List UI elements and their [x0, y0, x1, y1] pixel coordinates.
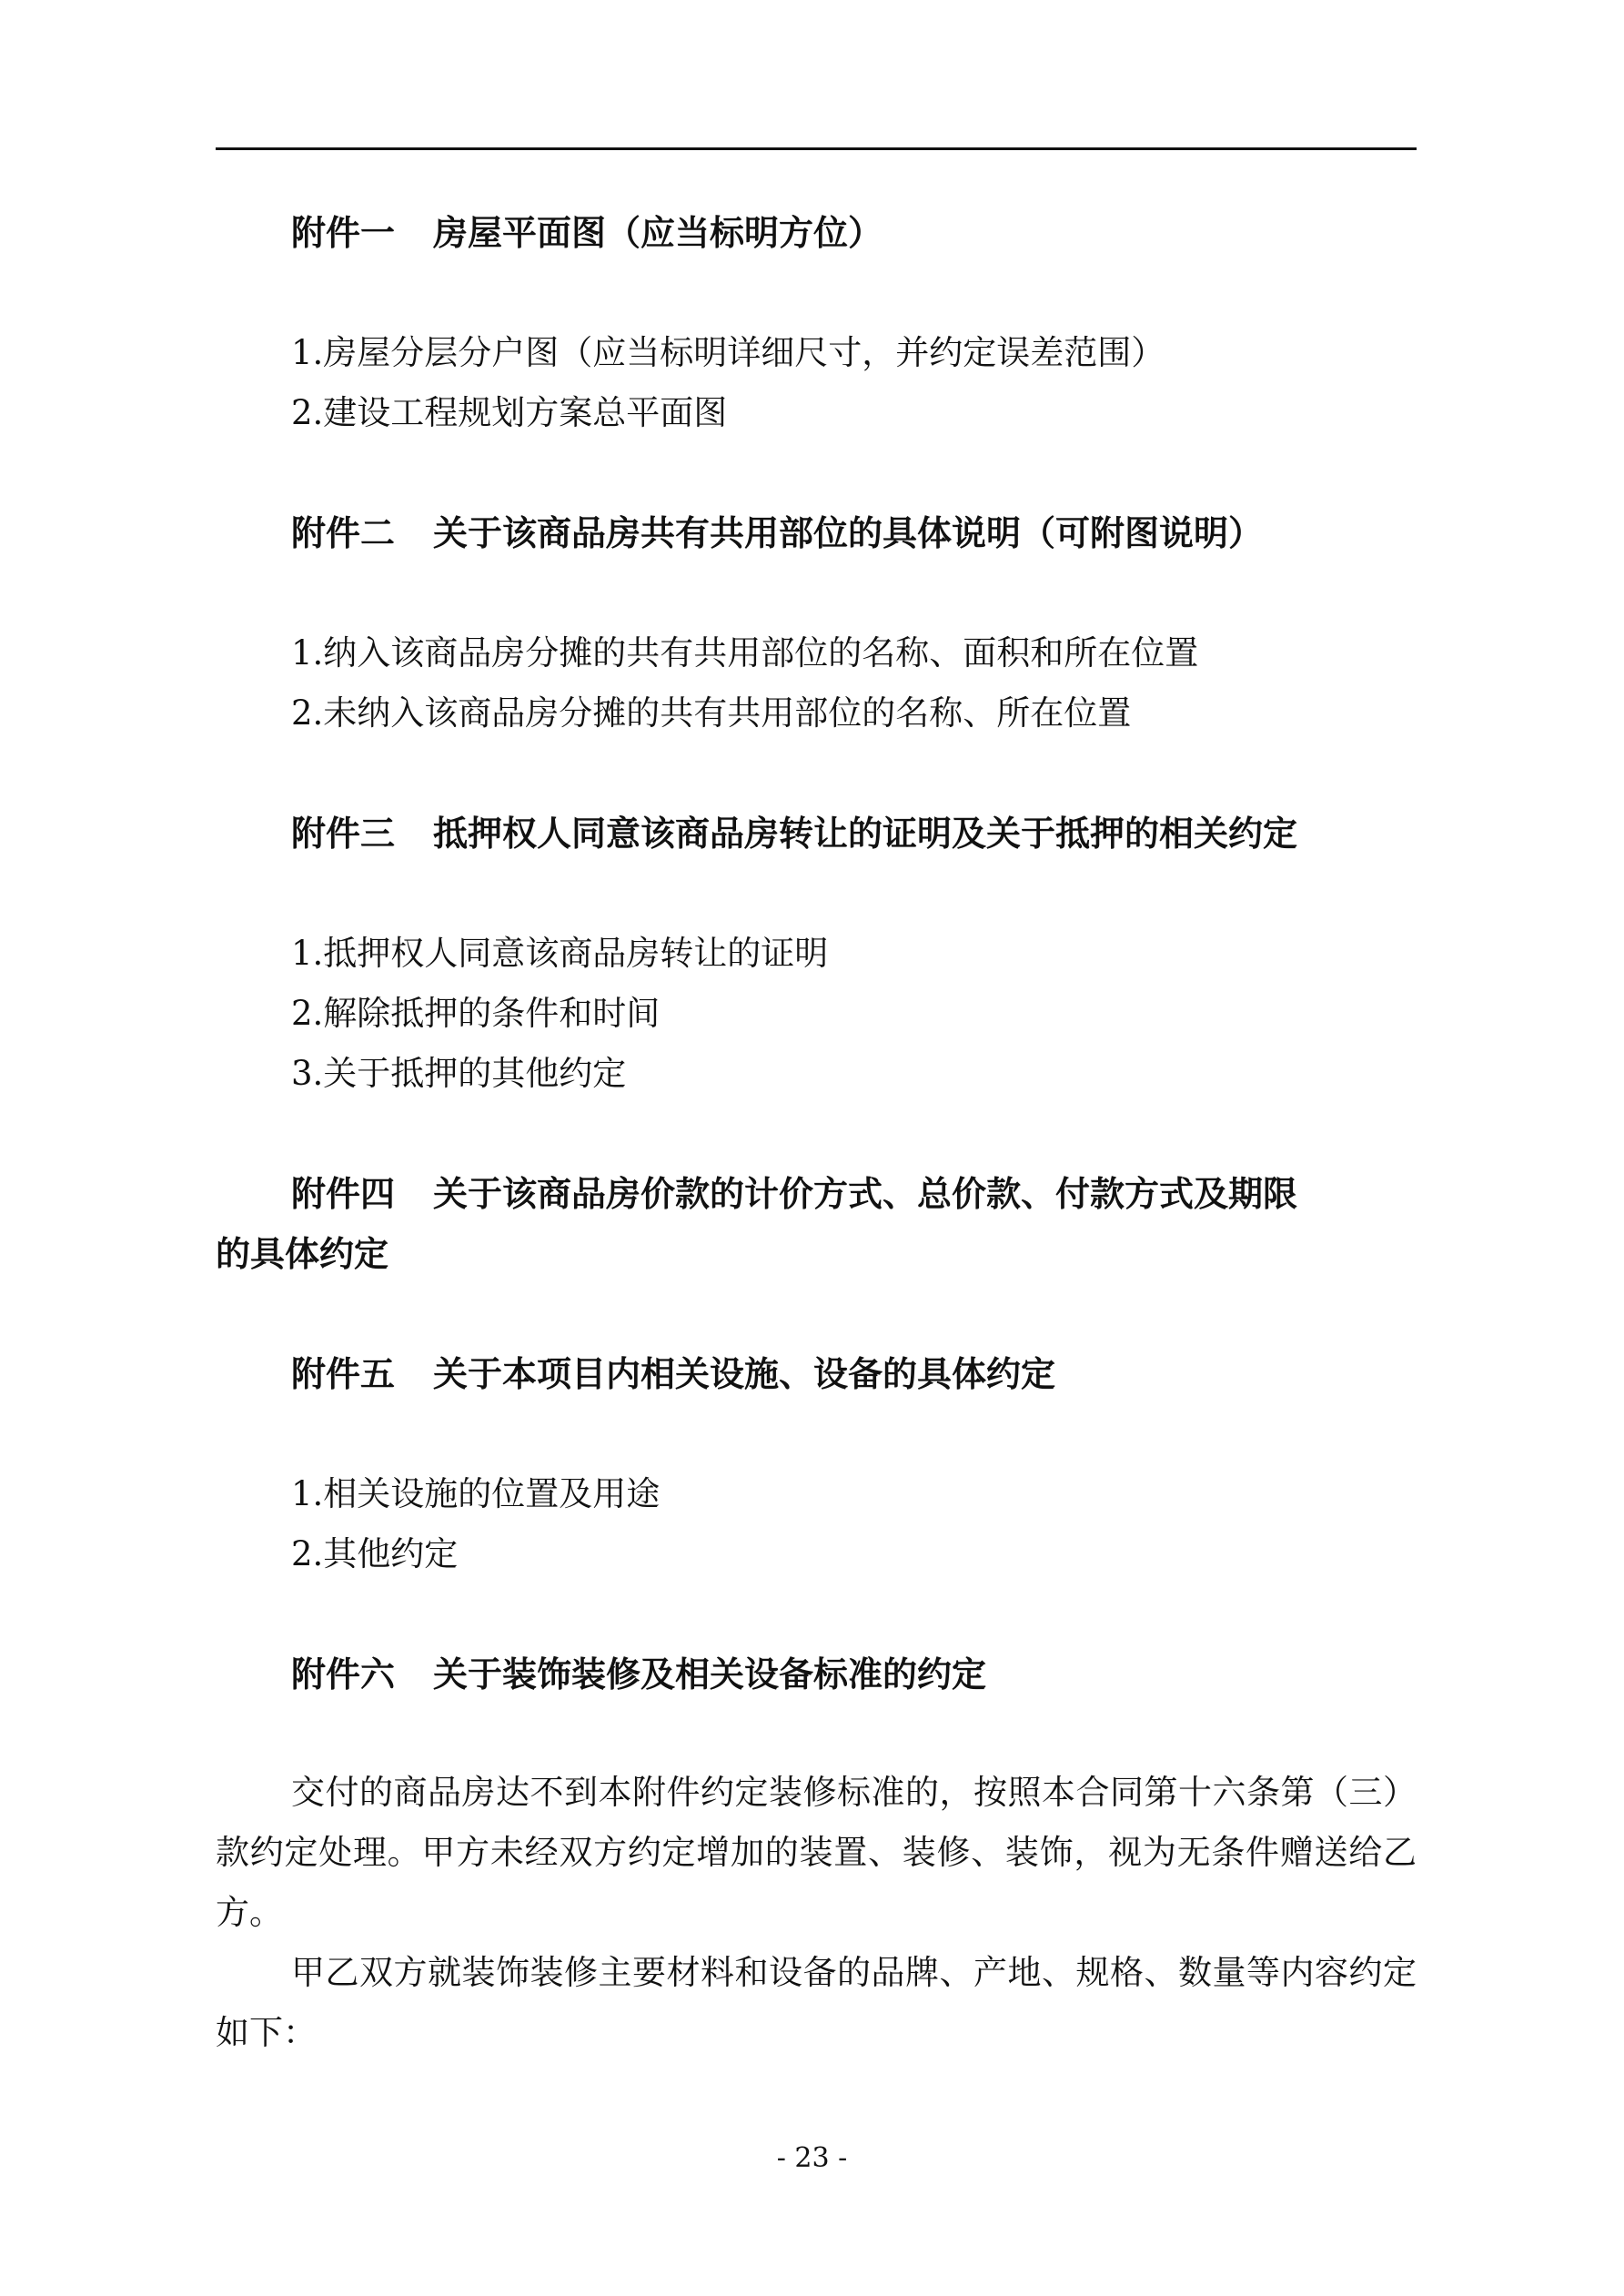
section-4-label: 附件四 — [291, 1174, 396, 1214]
section-4-title: 关于该商品房价款的计价方式、总价款、付款方式及期限 — [433, 1174, 1298, 1214]
section-6-label: 附件六 — [291, 1654, 396, 1694]
section-1-item-2: 2.建设工程规划方案总平面图 — [291, 393, 728, 432]
section-2-item-1: 1.纳入该商品房分摊的共有共用部位的名称、面积和所在位置 — [291, 633, 1199, 673]
section-3-title: 抵押权人同意该商品房转让的证明及关于抵押的相关约定 — [433, 814, 1298, 854]
section-5-title: 关于本项目内相关设施、设备的具体约定 — [433, 1354, 1056, 1394]
section-6-title: 关于装饰装修及相关设备标准的约定 — [433, 1654, 987, 1694]
section-2-label: 附件二 — [291, 513, 396, 553]
section-4-title-continued: 的具体约定 — [216, 1234, 389, 1274]
section-1-item-1: 1.房屋分层分户图（应当标明详细尺寸，并约定误差范围） — [291, 333, 1165, 372]
section-5-item-2: 2.其他约定 — [291, 1534, 459, 1573]
section-5-heading — [291, 1350, 1055, 1398]
section-2-heading — [291, 510, 1263, 557]
section-6-paragraph-1: 交付的商品房达不到本附件约定装修标准的，按照本合同第十六条第（三）款约定处理。甲方未经双方约定增加的装置、装修、装饰，视为无条件赠送给乙方。 — [216, 1773, 1417, 1932]
section-6-heading — [291, 1651, 986, 1698]
section-4-heading — [291, 1170, 1297, 1218]
header-rule — [216, 147, 1417, 150]
section-5-label: 附件五 — [291, 1354, 396, 1394]
section-3-item-1: 1.抵押权人同意该商品房转让的证明 — [291, 934, 829, 973]
section-2-item-2: 2.未纳入该商品房分摊的共有共用部位的名称、所在位置 — [291, 693, 1132, 733]
section-2-title: 关于该商品房共有共用部位的具体说明（可附图说明） — [433, 513, 1264, 553]
section-3-item-2: 2.解除抵押的条件和时间 — [291, 994, 661, 1033]
section-3-label: 附件三 — [291, 814, 396, 854]
page-number: - 23 - — [776, 2142, 848, 2174]
section-3-heading — [291, 810, 1297, 857]
section-5-item-1: 1.相关设施的位置及用途 — [291, 1474, 661, 1513]
section-1-label: 附件一 — [291, 213, 396, 253]
section-6-paragraph-2: 甲乙双方就装饰装修主要材料和设备的品牌、产地、规格、数量等内容约定如下： — [216, 1953, 1417, 2052]
section-3-item-3: 3.关于抵押的其他约定 — [291, 1054, 627, 1093]
section-1-heading — [291, 209, 883, 257]
section-1-title: 房屋平面图（应当标明方位） — [433, 213, 883, 253]
